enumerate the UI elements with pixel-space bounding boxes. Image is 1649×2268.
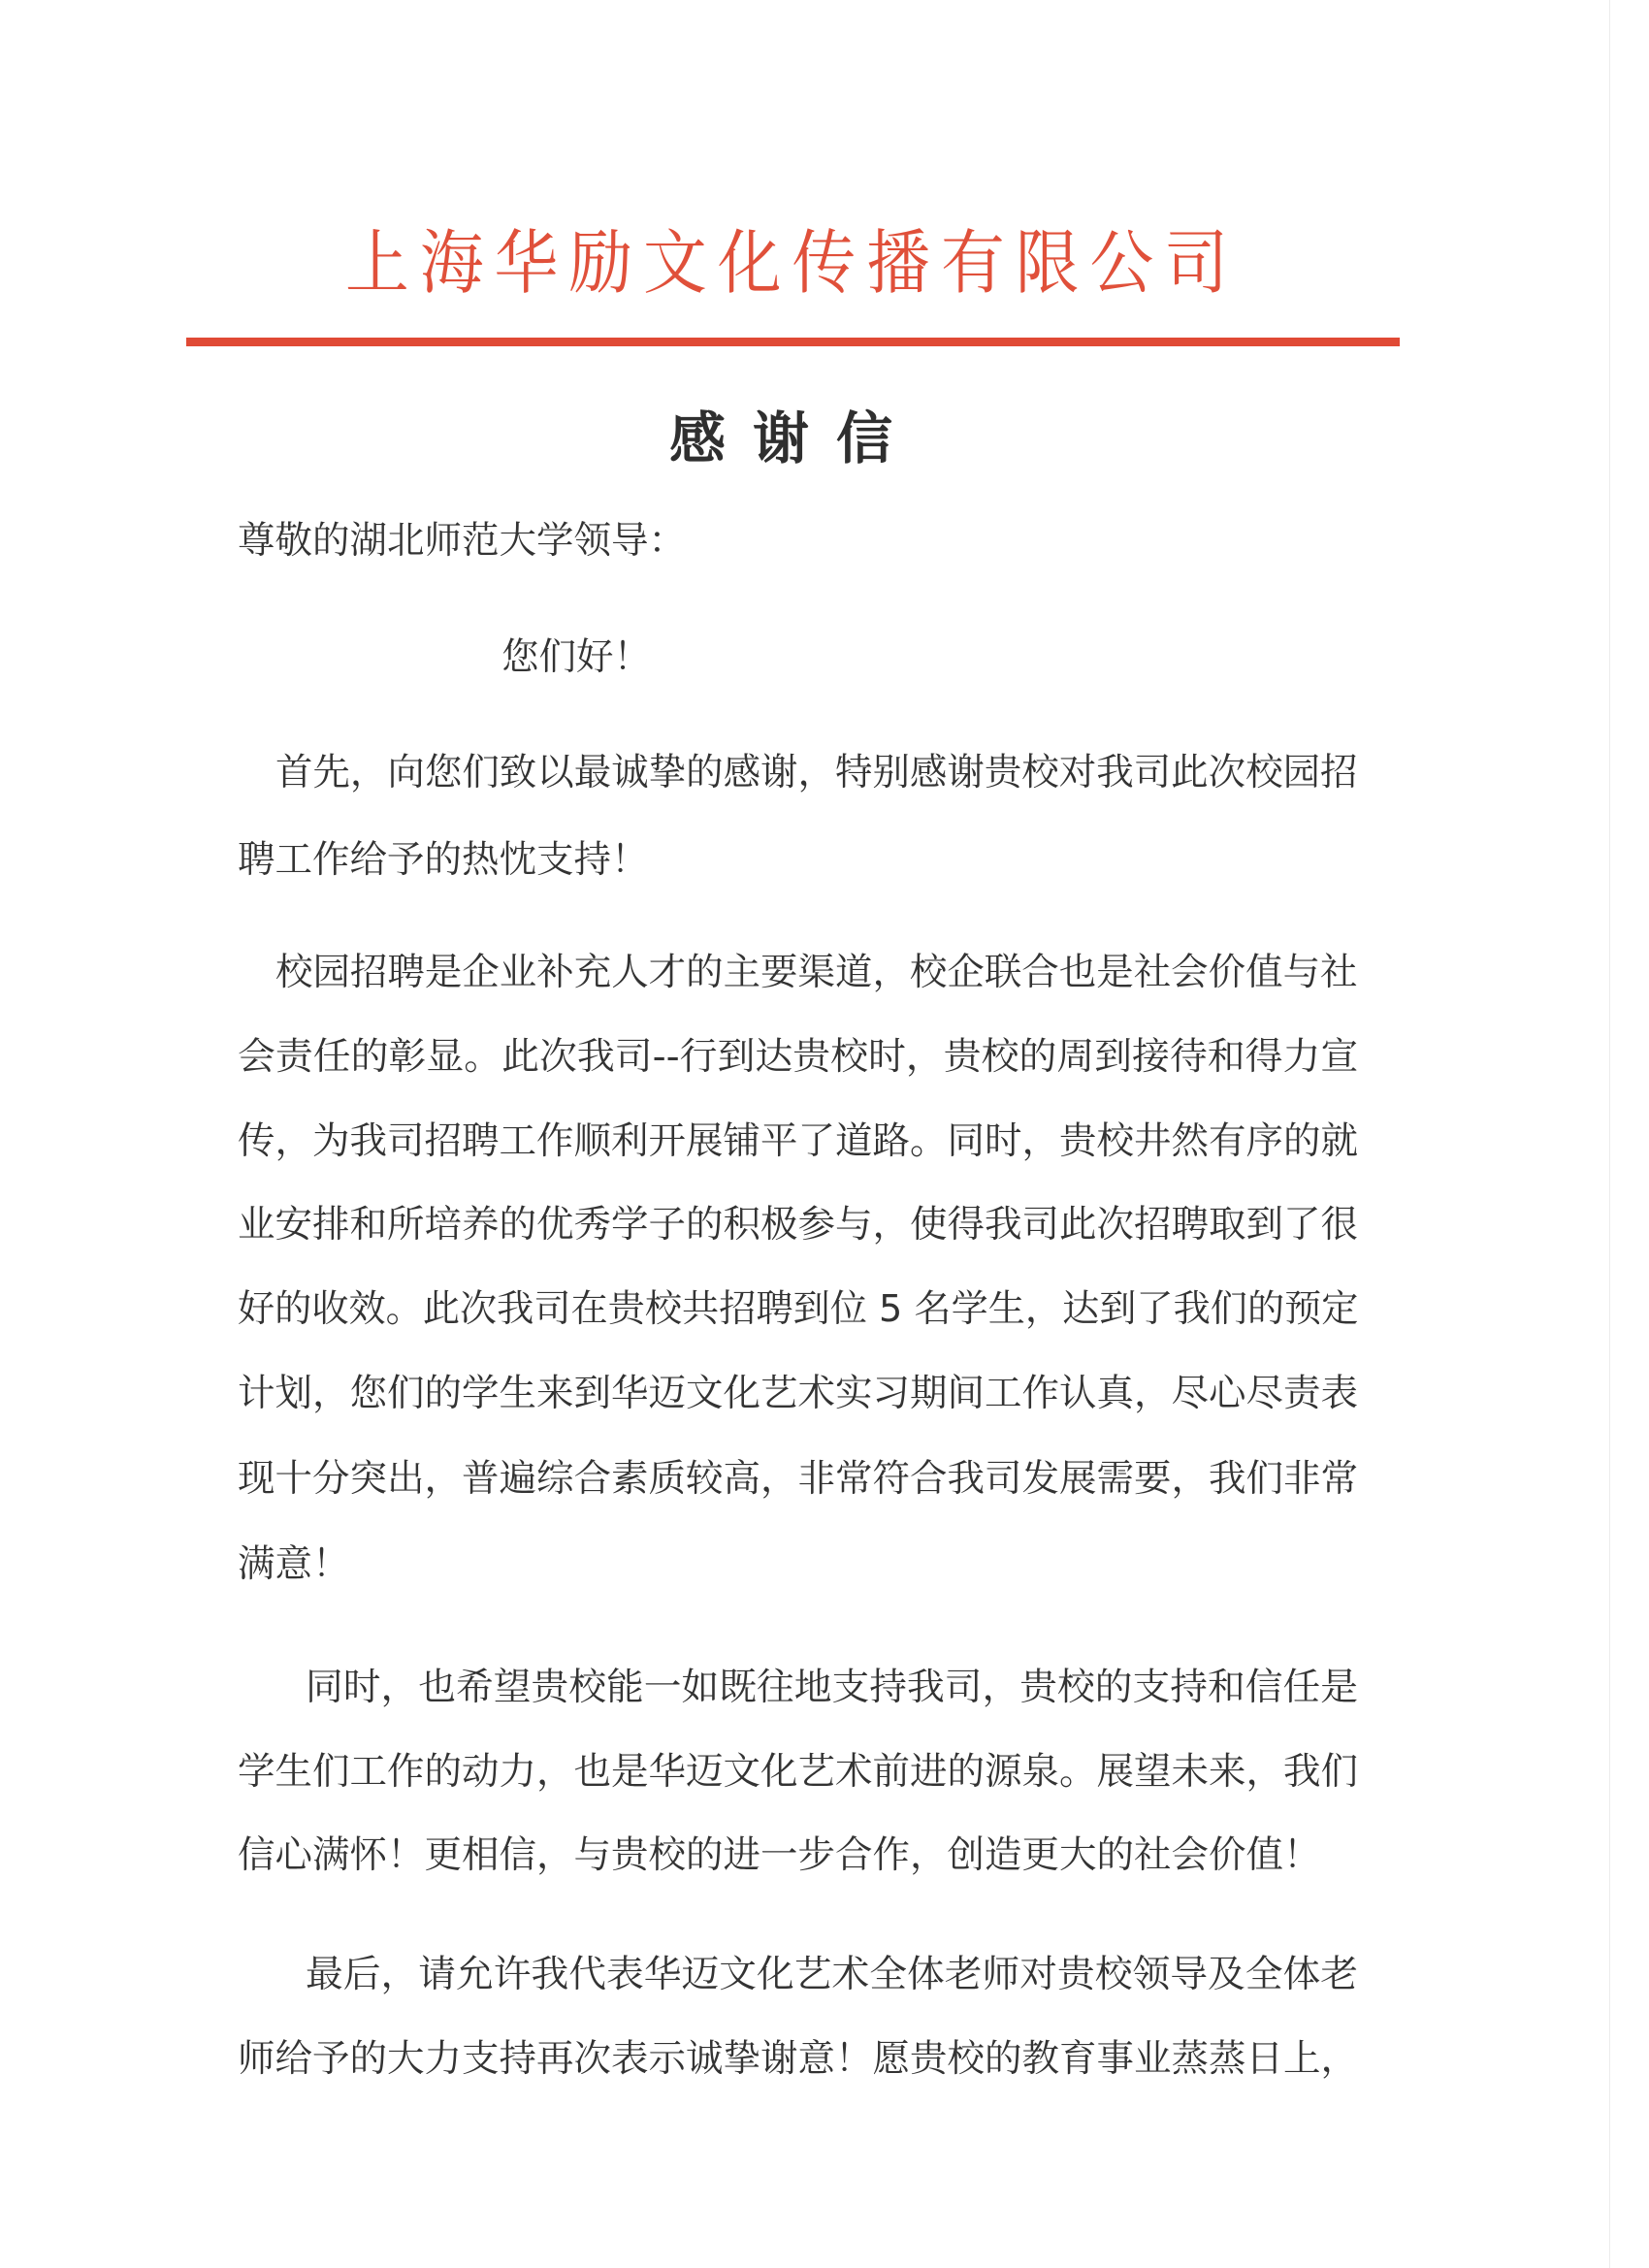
paragraph-2-line-5: 好的收效。此次我司在贵校共招聘到位 5 名学生，达到了我们的预定 — [238, 1287, 1359, 1331]
paragraph-1-line-2: 聘工作给予的热忱支持！ — [238, 838, 649, 882]
paragraph-3-line-1: 同时，也希望贵校能一如既往地支持我司，贵校的支持和信任是 — [306, 1666, 1359, 1709]
scan-edge — [1609, 0, 1610, 2268]
paragraph-3-line-2: 学生们工作的动力，也是华迈文化艺术前进的源泉。展望未来，我们 — [238, 1750, 1359, 1794]
paragraph-2-line-3: 传，为我司招聘工作顺利开展铺平了道路。同时，贵校井然有序的就 — [238, 1119, 1359, 1163]
paragraph-1-line-1: 首先，向您们致以最诚挚的感谢，特别感谢贵校对我司此次校园招 — [275, 751, 1358, 794]
paragraph-4-line-2: 师给予的大力支持再次表示诚挚谢意！愿贵校的教育事业蒸蒸日上， — [238, 2037, 1359, 2081]
paragraph-4-line-1: 最后，请允许我代表华迈文化艺术全体老师对贵校领导及全体老 — [306, 1953, 1359, 1996]
paragraph-2-line-6: 计划，您们的学生来到华迈文化艺术实习期间工作认真，尽心尽责表 — [238, 1372, 1359, 1415]
paragraph-2-line-1: 校园招聘是企业补充人才的主要渠道，校企联合也是社会价值与社 — [275, 951, 1358, 994]
paragraph-2-line-2: 会责任的彰显。此次我司--行到达贵校时，贵校的周到接待和得力宣 — [238, 1035, 1359, 1079]
paragraph-3-line-3: 信心满怀！更相信，与贵校的进一步合作，创造更大的社会价值！ — [238, 1833, 1321, 1877]
greeting: 您们好！ — [501, 635, 652, 679]
letterhead-divider — [186, 338, 1400, 346]
paragraph-2-line-4: 业安排和所培养的优秀学子的积极参与，使得我司此次招聘取到了很 — [238, 1203, 1359, 1247]
paragraph-2-line-8: 满意！ — [238, 1542, 350, 1586]
letterhead-company-name: 上海华励文化传播有限公司 — [345, 222, 1240, 304]
paragraph-2-line-7: 现十分突出，普遍综合素质较高，非常符合我司发展需要，我们非常 — [238, 1457, 1359, 1501]
letter-title: 感谢信 — [669, 405, 921, 471]
salutation: 尊敬的湖北师范大学领导： — [238, 519, 687, 563]
